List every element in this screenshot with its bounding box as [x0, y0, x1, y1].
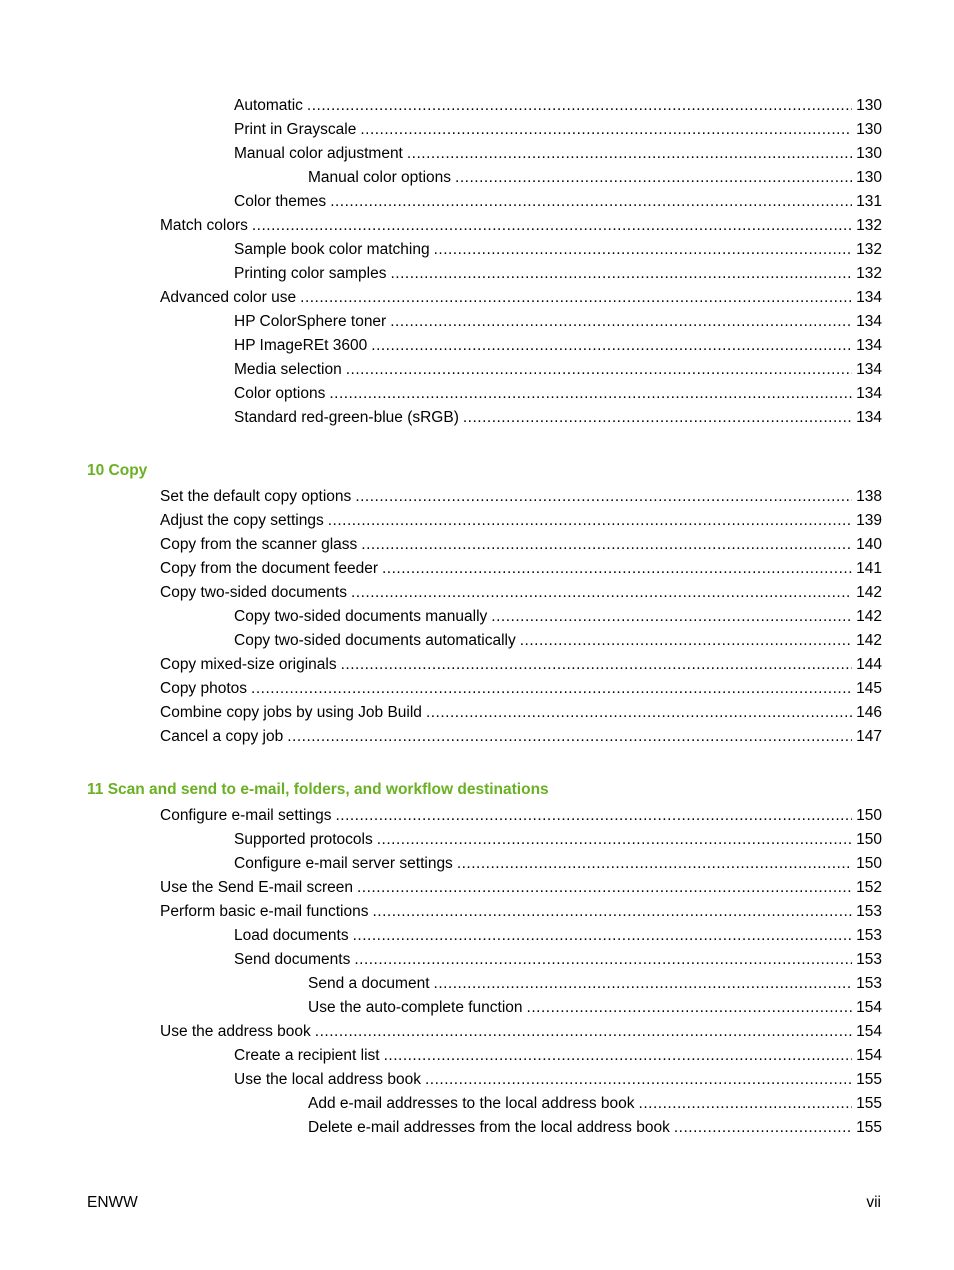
- toc-entry-title: Print in Grayscale: [234, 121, 357, 138]
- toc-entry-title: Send a document: [308, 975, 430, 992]
- toc-entry[interactable]: [0, 118, 954, 142]
- toc-entry-page: 150: [856, 855, 882, 872]
- dot-leader: [329, 382, 852, 406]
- dot-leader: [341, 653, 853, 677]
- dot-leader: [407, 142, 852, 166]
- toc-entry-page: 152: [856, 879, 882, 896]
- toc-entry-page: 142: [856, 584, 882, 601]
- toc-entry-title: Printing color samples: [234, 265, 387, 282]
- toc-entry-page: 154: [856, 999, 882, 1016]
- toc-entry[interactable]: [0, 1068, 954, 1092]
- dot-leader: [351, 581, 852, 605]
- dot-leader: [252, 214, 852, 238]
- toc-entry[interactable]: [0, 406, 954, 430]
- toc-entry[interactable]: [0, 804, 954, 828]
- toc-entry-page: 134: [856, 361, 882, 378]
- toc-entry-page: 154: [856, 1047, 882, 1064]
- toc-entry-title: Manual color adjustment: [234, 145, 403, 162]
- toc-entry-title: Sample book color matching: [234, 241, 430, 258]
- toc-entry-title: Configure e-mail server settings: [234, 855, 453, 872]
- toc-entry-page: 142: [856, 632, 882, 649]
- dot-leader: [355, 485, 852, 509]
- toc-entry[interactable]: [0, 1092, 954, 1116]
- toc-entry[interactable]: [0, 286, 954, 310]
- toc-entry-title: Cancel a copy job: [160, 728, 284, 745]
- toc-entry-title: Copy photos: [160, 680, 248, 697]
- toc-entry[interactable]: [0, 677, 954, 701]
- dot-leader: [491, 605, 852, 629]
- toc-entry-page: 150: [856, 831, 882, 848]
- toc-entry[interactable]: [0, 509, 954, 533]
- toc-entry-title: Copy two-sided documents: [160, 584, 347, 601]
- toc-entry[interactable]: [0, 334, 954, 358]
- dot-leader: [330, 190, 852, 214]
- toc-entry[interactable]: [0, 828, 954, 852]
- dot-leader: [315, 1020, 852, 1044]
- toc-entry-page: 153: [856, 903, 882, 920]
- toc-entry-title: Delete e-mail addresses from the local address book: [308, 1119, 670, 1136]
- toc-entry-title: Use the local address book: [234, 1071, 421, 1088]
- toc-entry[interactable]: [0, 1044, 954, 1068]
- toc-entry-title: Color options: [234, 385, 326, 402]
- toc-entry-page: 130: [856, 121, 882, 138]
- toc-entry[interactable]: [0, 581, 954, 605]
- dot-leader: [463, 406, 852, 430]
- dot-leader: [434, 972, 853, 996]
- toc-entry-title: Copy from the document feeder: [160, 560, 378, 577]
- dot-leader: [287, 725, 852, 749]
- toc-entry[interactable]: [0, 653, 954, 677]
- chapter-heading[interactable]: 10 Copy: [87, 462, 148, 479]
- toc-entry[interactable]: [0, 972, 954, 996]
- toc-entry[interactable]: [0, 358, 954, 382]
- toc-entry-title: Use the auto-complete function: [308, 999, 523, 1016]
- toc-entry-page: 134: [856, 337, 882, 354]
- toc-entry-title: Match colors: [160, 217, 248, 234]
- toc-entry-title: Adjust the copy settings: [160, 512, 324, 529]
- dot-leader: [377, 828, 852, 852]
- toc-entry-page: 147: [856, 728, 882, 745]
- toc-entry[interactable]: [0, 310, 954, 334]
- dot-leader: [251, 677, 852, 701]
- toc-entry-title: Use the Send E-mail screen: [160, 879, 353, 896]
- toc-entry-page: 130: [856, 97, 882, 114]
- toc-entry[interactable]: [0, 533, 954, 557]
- toc-entry-page: 139: [856, 512, 882, 529]
- toc-entry-title: HP ColorSphere toner: [234, 313, 387, 330]
- toc-entry[interactable]: [0, 262, 954, 286]
- toc-entry-title: Perform basic e-mail functions: [160, 903, 369, 920]
- toc-entry-title: Standard red-green-blue (sRGB): [234, 409, 459, 426]
- toc-entry-title: Copy from the scanner glass: [160, 536, 358, 553]
- dot-leader: [457, 852, 852, 876]
- toc-entry-title: Color themes: [234, 193, 327, 210]
- toc-entry[interactable]: [0, 485, 954, 509]
- dot-leader: [328, 509, 852, 533]
- toc-entry[interactable]: [0, 725, 954, 749]
- dot-leader: [434, 238, 853, 262]
- dot-leader: [354, 948, 852, 972]
- toc-entry-page: 134: [856, 385, 882, 402]
- dot-leader: [346, 358, 852, 382]
- toc-entry-title: Media selection: [234, 361, 342, 378]
- toc-entry-page: 150: [856, 807, 882, 824]
- toc-entry-page: 132: [856, 217, 882, 234]
- toc-entry-page: 140: [856, 536, 882, 553]
- toc-entry-page: 141: [856, 560, 882, 577]
- toc-entry[interactable]: [0, 1020, 954, 1044]
- toc-entry-page: 134: [856, 289, 882, 306]
- toc-entry-title: HP ImageREt 3600: [234, 337, 368, 354]
- dot-leader: [425, 1068, 852, 1092]
- toc-entry-page: 153: [856, 975, 882, 992]
- dot-leader: [527, 996, 853, 1020]
- dot-leader: [382, 557, 852, 581]
- dot-leader: [390, 310, 852, 334]
- toc-entry-page: 130: [856, 169, 882, 186]
- toc-entry-page: 153: [856, 951, 882, 968]
- toc-entry-title: Automatic: [234, 97, 303, 114]
- toc-entry[interactable]: [0, 142, 954, 166]
- toc-entry-page: 153: [856, 927, 882, 944]
- toc-entry[interactable]: [0, 629, 954, 653]
- footer-page-number: vii: [866, 1194, 881, 1211]
- toc-entry-page: 131: [856, 193, 882, 210]
- dot-leader: [639, 1092, 853, 1116]
- toc-entry-page: 134: [856, 409, 882, 426]
- toc-entry-title: Supported protocols: [234, 831, 373, 848]
- toc-entry-title: Configure e-mail settings: [160, 807, 332, 824]
- toc-entry-page: 132: [856, 241, 882, 258]
- toc-entry-title: Add e-mail addresses to the local address book: [308, 1095, 635, 1112]
- dot-leader: [372, 900, 852, 924]
- footer-publication-code: ENWW: [87, 1194, 138, 1211]
- toc-entry[interactable]: [0, 996, 954, 1020]
- toc-entry-title: Use the address book: [160, 1023, 311, 1040]
- dot-leader: [335, 804, 852, 828]
- dot-leader: [371, 334, 852, 358]
- toc-entry-page: 134: [856, 313, 882, 330]
- toc-entry-title: Send documents: [234, 951, 351, 968]
- toc-entry-title: Create a recipient list: [234, 1047, 380, 1064]
- toc-entry[interactable]: [0, 876, 954, 900]
- toc-entry-title: Set the default copy options: [160, 488, 352, 505]
- toc-entry[interactable]: [0, 852, 954, 876]
- toc-entry-page: 146: [856, 704, 882, 721]
- toc-entry-page: 130: [856, 145, 882, 162]
- toc-entry-title: Load documents: [234, 927, 349, 944]
- dot-leader: [300, 286, 852, 310]
- toc-entry[interactable]: [0, 948, 954, 972]
- toc-entry[interactable]: [0, 924, 954, 948]
- toc-entry-page: 145: [856, 680, 882, 697]
- dot-leader: [361, 533, 852, 557]
- toc-entry[interactable]: [0, 900, 954, 924]
- dot-leader: [384, 1044, 853, 1068]
- toc-entry[interactable]: [0, 166, 954, 190]
- toc-entry[interactable]: [0, 557, 954, 581]
- dot-leader: [455, 166, 852, 190]
- toc-entry-page: 142: [856, 608, 882, 625]
- toc-entry[interactable]: [0, 605, 954, 629]
- dot-leader: [357, 876, 852, 900]
- toc-entry[interactable]: [0, 1116, 954, 1140]
- toc-entry-page: 155: [856, 1119, 882, 1136]
- toc-entry-page: 132: [856, 265, 882, 282]
- toc-entry[interactable]: [0, 190, 954, 214]
- dot-leader: [360, 118, 852, 142]
- dot-leader: [426, 701, 852, 725]
- dot-leader: [353, 924, 853, 948]
- toc-entry-title: Copy two-sided documents manually: [234, 608, 488, 625]
- dot-leader: [674, 1116, 852, 1140]
- toc-entry-page: 154: [856, 1023, 882, 1040]
- dot-leader: [390, 262, 852, 286]
- toc-entry-title: Manual color options: [308, 169, 452, 186]
- toc-entry-page: 138: [856, 488, 882, 505]
- chapter-heading[interactable]: 11 Scan and send to e-mail, folders, and workflow destinations: [87, 781, 549, 798]
- toc-entry[interactable]: [0, 94, 954, 118]
- dot-leader: [307, 94, 852, 118]
- toc-entry[interactable]: [0, 214, 954, 238]
- toc-entry-title: Copy two-sided documents automatically: [234, 632, 516, 649]
- toc-entry-title: Copy mixed-size originals: [160, 656, 337, 673]
- toc-entry[interactable]: [0, 701, 954, 725]
- toc-entry-page: 155: [856, 1095, 882, 1112]
- toc-entry[interactable]: [0, 238, 954, 262]
- toc-entry-page: 144: [856, 656, 882, 673]
- toc-entry-title: Combine copy jobs by using Job Build: [160, 704, 422, 721]
- toc-entry-title: Advanced color use: [160, 289, 297, 306]
- dot-leader: [520, 629, 852, 653]
- toc-entry[interactable]: [0, 382, 954, 406]
- toc-entry-page: 155: [856, 1071, 882, 1088]
